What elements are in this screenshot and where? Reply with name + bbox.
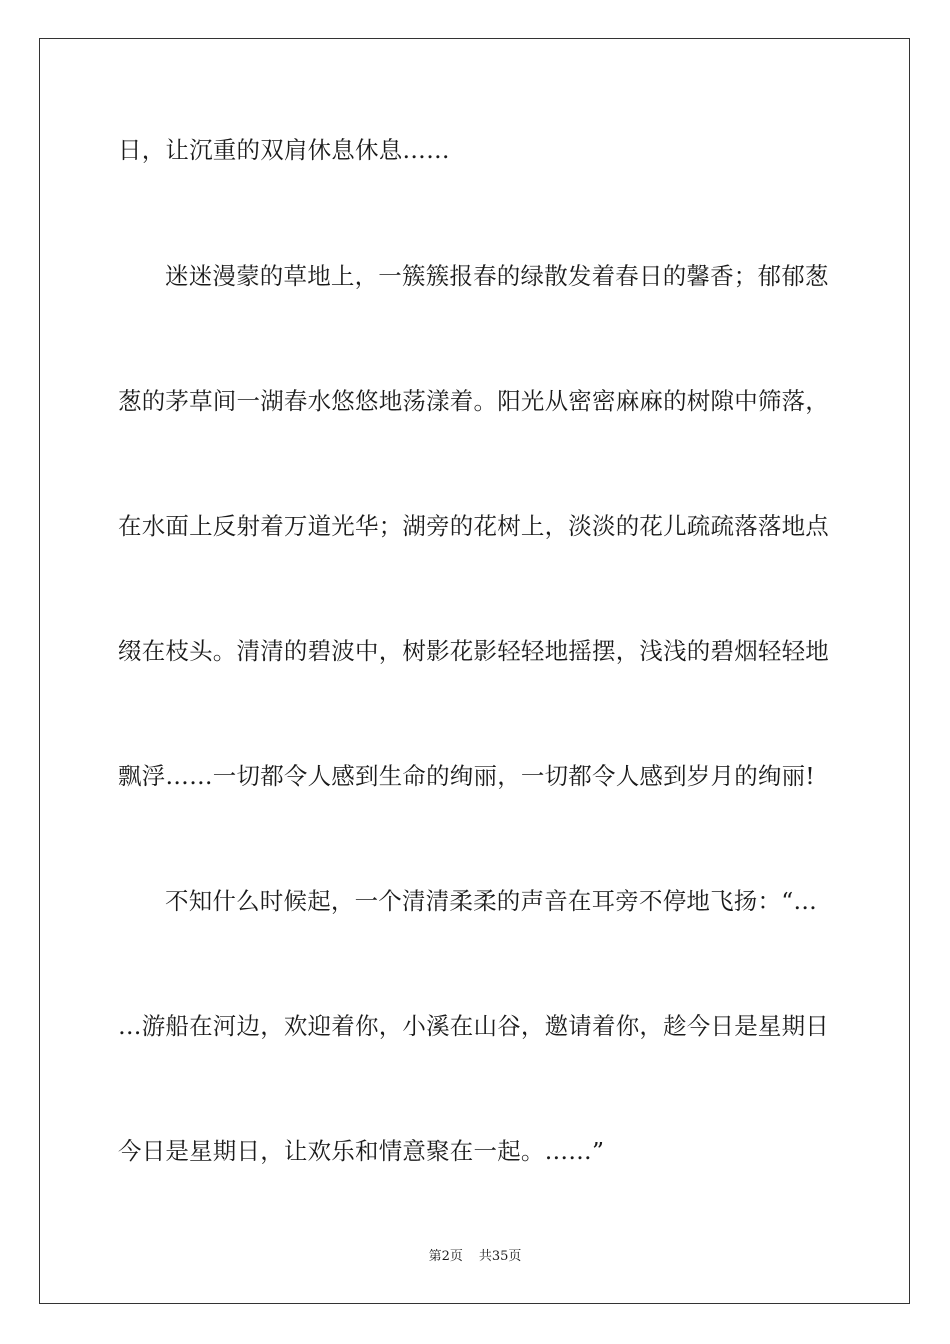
text-line-2: 迷迷漫蒙的草地上，一簇簇报春的绿散发着春日的馨香；郁郁葱 [165,262,829,290]
page-footer [0,1248,950,1266]
text-line-7: 不知什么时候起，一个清清柔柔的声音在耳旁不停地飞扬：“… [165,887,818,915]
text-line-9: 今日是星期日，让欢乐和情意聚在一起。……” [118,1137,605,1165]
text-line-6: 飘浮……一切都令人感到生命的绚丽，一切都令人感到岁月的绚丽! [118,762,815,790]
page-total: 共35页 [478,1249,522,1264]
text-line-8: …游船在河边，欢迎着你，小溪在山谷，邀请着你，趁今日是星期日 [118,1012,829,1040]
page-border [39,38,910,1304]
text-line-3: 葱的茅草间一湖春水悠悠地荡漾着。阳光从密密麻麻的树隙中筛落， [118,387,829,415]
text-line-5: 缀在枝头。清清的碧波中，树影花影轻轻地摇摆，浅浅的碧烟轻轻地 [118,637,829,665]
text-line-4: 在水面上反射着万道光华；湖旁的花树上，淡淡的花儿疏疏落落地点 [118,512,829,540]
text-line-1: 日，让沉重的双肩休息休息…… [118,136,450,164]
page-number: 第2页 [428,1249,463,1264]
